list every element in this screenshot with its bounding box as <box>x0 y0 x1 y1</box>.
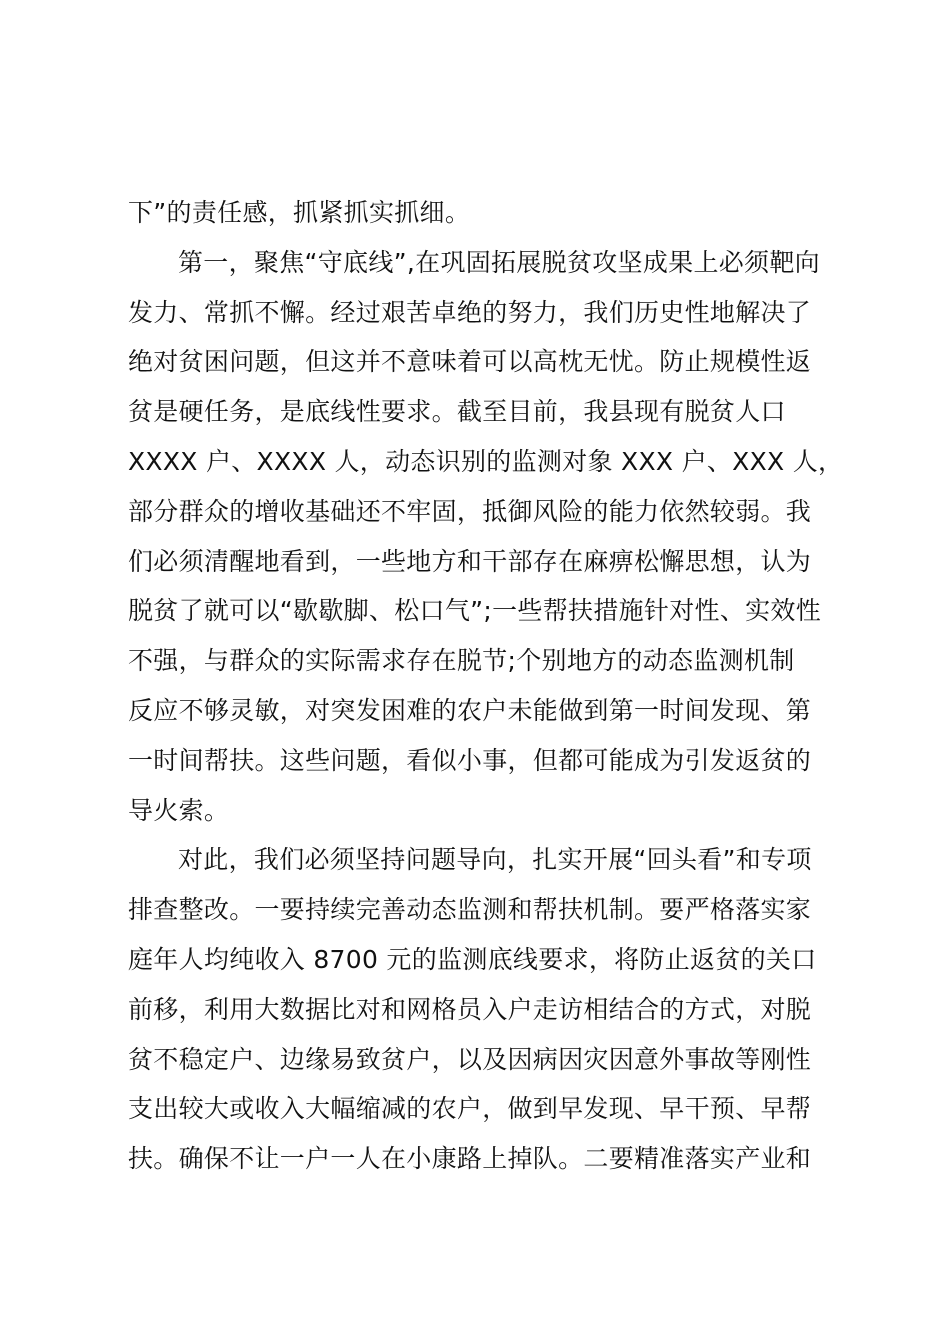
text-line: 庭年人均纯收入 8700 元的监测底线要求，将防止返贫的关口 <box>128 944 817 974</box>
text-line: 贫不稳定户、边缘易致贫户，以及因病因灾因意外事故等刚性 <box>128 1044 812 1074</box>
text-line: 部分群众的增收基础还不牢固，抵御风险的能力依然较弱。我 <box>128 496 812 526</box>
text-line: 导火索。 <box>128 795 230 825</box>
text-line: 一时间帮扶。这些问题，看似小事，但都可能成为引发返贫的 <box>128 745 812 775</box>
paragraph-first-line: 第一，聚焦“守底线”,在巩固拓展脱贫攻坚成果上必须靶向 <box>178 247 820 277</box>
text-line: 绝对贫困问题，但这并不意味着可以高枕无忧。防止规模性返 <box>128 347 812 377</box>
text-line: 发力、常抓不懈。经过艰苦卓绝的努力，我们历史性地解决了 <box>128 297 812 327</box>
text-line: 排查整改。一要持续完善动态监测和帮扶机制。要严格落实家 <box>128 895 812 925</box>
text-line: 贫是硬任务，是底线性要求。截至目前，我县现有脱贫人口 <box>128 397 786 427</box>
text-line: 反应不够灵敏，对突发困难的农户未能做到第一时间发现、第 <box>128 695 812 725</box>
text-line: 脱贫了就可以“歇歇脚、松口气”;一些帮扶措施针对性、实效性 <box>128 596 822 626</box>
paragraph-first-line: 对此，我们必须坚持问题导向，扎实开展“回头看”和专项 <box>178 845 812 875</box>
text-line: 支出较大或收入大幅缩减的农户，做到早发现、早干预、早帮 <box>128 1094 812 1124</box>
document-body <box>128 188 844 1184</box>
text-line: 下”的责任感，抓紧抓实抓细。 <box>128 198 471 227</box>
text-line: 前移，利用大数据比对和网格员入户走访相结合的方式，对脱 <box>128 994 812 1024</box>
text-line: 们必须清醒地看到，一些地方和干部存在麻痹松懈思想，认为 <box>128 546 812 576</box>
text-line: XXXX 户、XXXX 人，动态识别的监测对象 XXX 户、XXX 人， <box>128 446 844 476</box>
text-line: 扶。确保不让一户一人在小康路上掉队。二要精准落实产业和 <box>128 1144 812 1174</box>
text-line: 不强，与群众的实际需求存在脱节;个别地方的动态监测机制 <box>128 646 795 676</box>
